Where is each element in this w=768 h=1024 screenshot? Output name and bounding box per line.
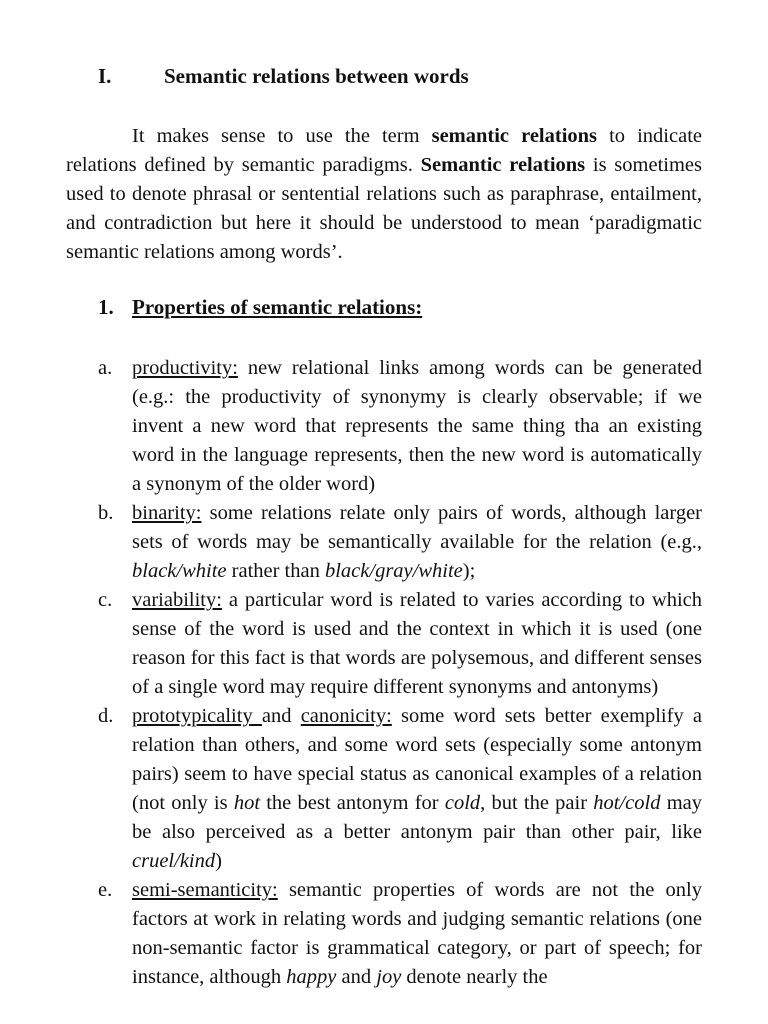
list-marker: d.	[98, 705, 114, 727]
section-title: Semantic relations between words	[164, 64, 469, 88]
property-text: denote nearly the	[401, 966, 548, 988]
property-text: )	[215, 850, 222, 872]
property-term: productivity:	[132, 357, 238, 379]
subsection-title: Properties of semantic relations:	[132, 295, 423, 319]
property-term: binarity:	[132, 502, 202, 524]
intro-paragraph	[66, 122, 702, 267]
property-text: rather than	[226, 560, 325, 582]
example-text: joy	[376, 966, 402, 988]
example-text: black/gray/white	[324, 560, 463, 582]
list-marker: c.	[98, 589, 113, 611]
properties-list	[0, 354, 768, 992]
property-text: semantic properties of words are not the only factors at work in relating words and judging semantic relations (one non-semantic factor is grammatical category, or part of speech; for instance, although	[132, 879, 702, 988]
list-item-variability	[98, 586, 702, 702]
example-text: black/white	[132, 560, 227, 582]
example-text: cold	[444, 792, 481, 814]
example-text: hot/cold	[593, 792, 661, 814]
property-term: prototypicality	[132, 705, 262, 727]
section-heading	[98, 64, 469, 89]
list-marker: b.	[98, 502, 114, 524]
example-text: cruel/kind	[132, 850, 216, 872]
list-item-prototypicality	[98, 702, 702, 876]
property-text: may be also perceived as a better antonym pair than other pair, like	[132, 792, 702, 843]
property-text: and	[261, 705, 301, 727]
property-term: semi-semanticity:	[132, 879, 278, 901]
property-text: new relational links among words can be generated (e.g.: the productivity of synonymy is clearly observable; if we invent a new word that represents the same thing tha an existing word in the language represents, then the new word is automatically a synonym of the older word)	[132, 357, 702, 495]
property-text: );	[462, 560, 476, 582]
subsection-number: 1.	[98, 295, 114, 319]
list-marker: a.	[98, 357, 113, 379]
property-text: some relations relate only pairs of words, although larger sets of words may be semantically available for the relation (e.g.,	[132, 502, 702, 553]
example-text: hot	[233, 792, 261, 814]
intro-term-2: Semantic relations	[420, 154, 586, 176]
example-text: happy	[286, 966, 337, 988]
property-text: and	[336, 966, 377, 988]
intro-text-2: to indicate relations defined by semantic paradigms.	[66, 125, 702, 176]
intro-term-1: semantic relations	[431, 125, 598, 147]
property-text: a particular word is related to varies according to which sense of the word is used and the context in which it is used (one reason for this fact is that words are polysemous, and different senses of a single word may require different synonyms and antonyms)	[132, 589, 702, 698]
section-number: I.	[98, 64, 112, 88]
list-item-binarity	[98, 499, 702, 586]
list-item-semi-semanticity	[98, 876, 702, 992]
intro-text-1: It makes sense to use the term	[132, 125, 432, 147]
property-text: some word sets better exemplify a relation than others, and some word sets (especially some antonym pairs) seem to have special status as canonical examples of a relation (not only is	[132, 705, 702, 814]
list-marker: e.	[98, 879, 113, 901]
list-item-productivity	[98, 354, 702, 499]
intro-text-3: is sometimes used to denote phrasal or sentential relations such as paraphrase, entailment, and contradiction but here it should be understood to mean ‘paradigmatic semantic relations among words’.	[66, 154, 702, 263]
property-term: variability:	[132, 589, 222, 611]
subsection-heading	[98, 295, 422, 320]
property-text: , but the pair	[480, 792, 594, 814]
property-text: the best antonym for	[260, 792, 445, 814]
property-term: canonicity:	[300, 705, 392, 727]
